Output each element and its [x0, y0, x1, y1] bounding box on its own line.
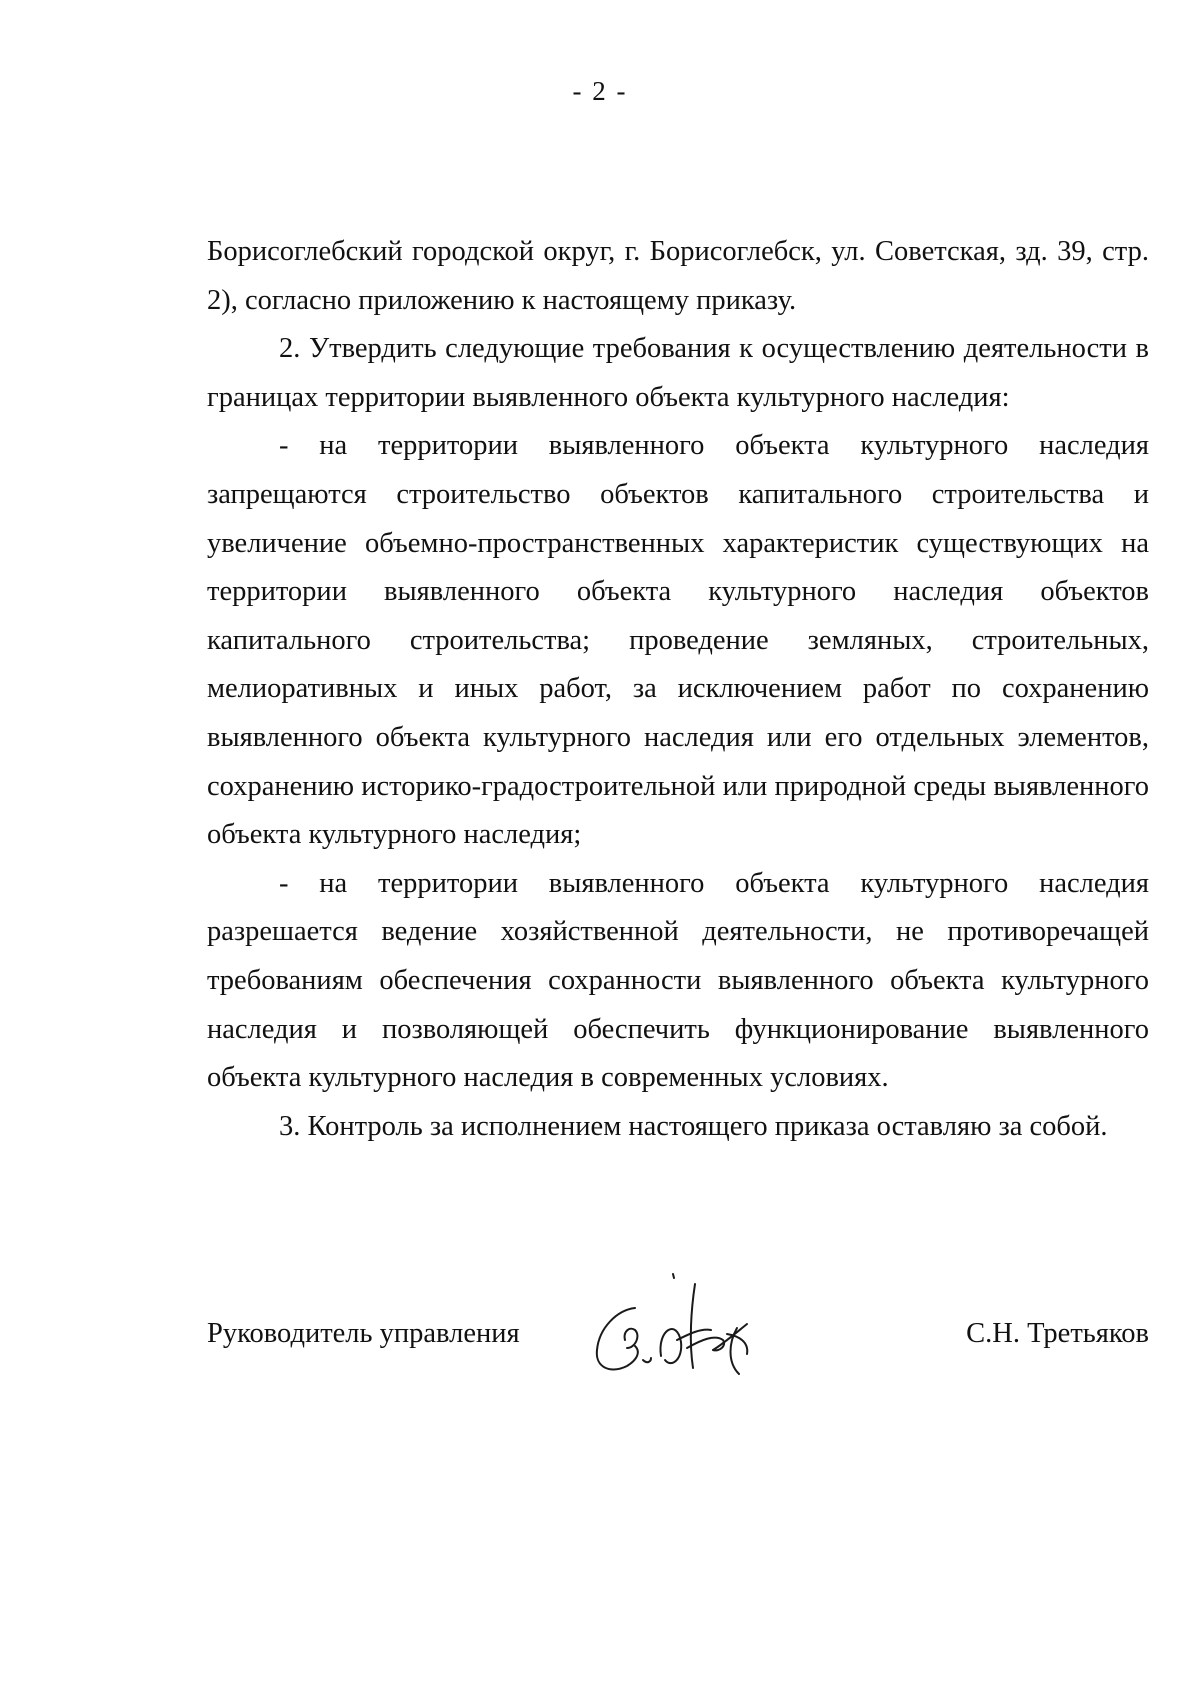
handwritten-signature	[577, 1270, 777, 1390]
paragraph-permissions: - на территории выявленного объекта культурного наследия разрешается ведение хозяйственной деятельности, не противоречащей требованиям обеспечения сохранности выявленного объекта культурного наследия и позволяющей обеспечить функционирование выявленного объекта культурного наследия в современных условиях.	[207, 867, 1149, 1094]
signatory-name: С.Н. Третьяков	[966, 1318, 1149, 1349]
document-body	[207, 228, 1149, 1151]
paragraph-item-2: 2. Утвердить следующие требования к осуществлению деятельности в границах территории выявленного объекта культурного наследия:	[207, 333, 1149, 413]
signature-block	[207, 1300, 1149, 1380]
signatory-position: Руководитель управления	[207, 1318, 520, 1349]
paragraph-prohibitions: - на территории выявленного объекта культурного наследия запрещаются строительство объектов капитального строительства и увеличение объемно-пространственных характеристик существующих на территории выявленного объекта культурного наследия объектов капитального строительства; проведение земляных, строительных, мелиоративных и иных работ, за исключением работ по сохранению выявленного объекта культурного наследия или его отдельных элементов, сохранению историко-градостроительной или природной среды выявленного объекта культурного наследия;	[207, 430, 1149, 851]
paragraph-item-3: 3. Контроль за исполнением настоящего приказа оставляю за собой.	[279, 1110, 1108, 1142]
paragraph-continuation: Борисоглебский городской округ, г. Борисоглебск, ул. Советская, зд. 39, стр. 2), согласно приложению к настоящему приказу.	[207, 236, 1149, 316]
page-number: - 2 -	[572, 76, 628, 106]
